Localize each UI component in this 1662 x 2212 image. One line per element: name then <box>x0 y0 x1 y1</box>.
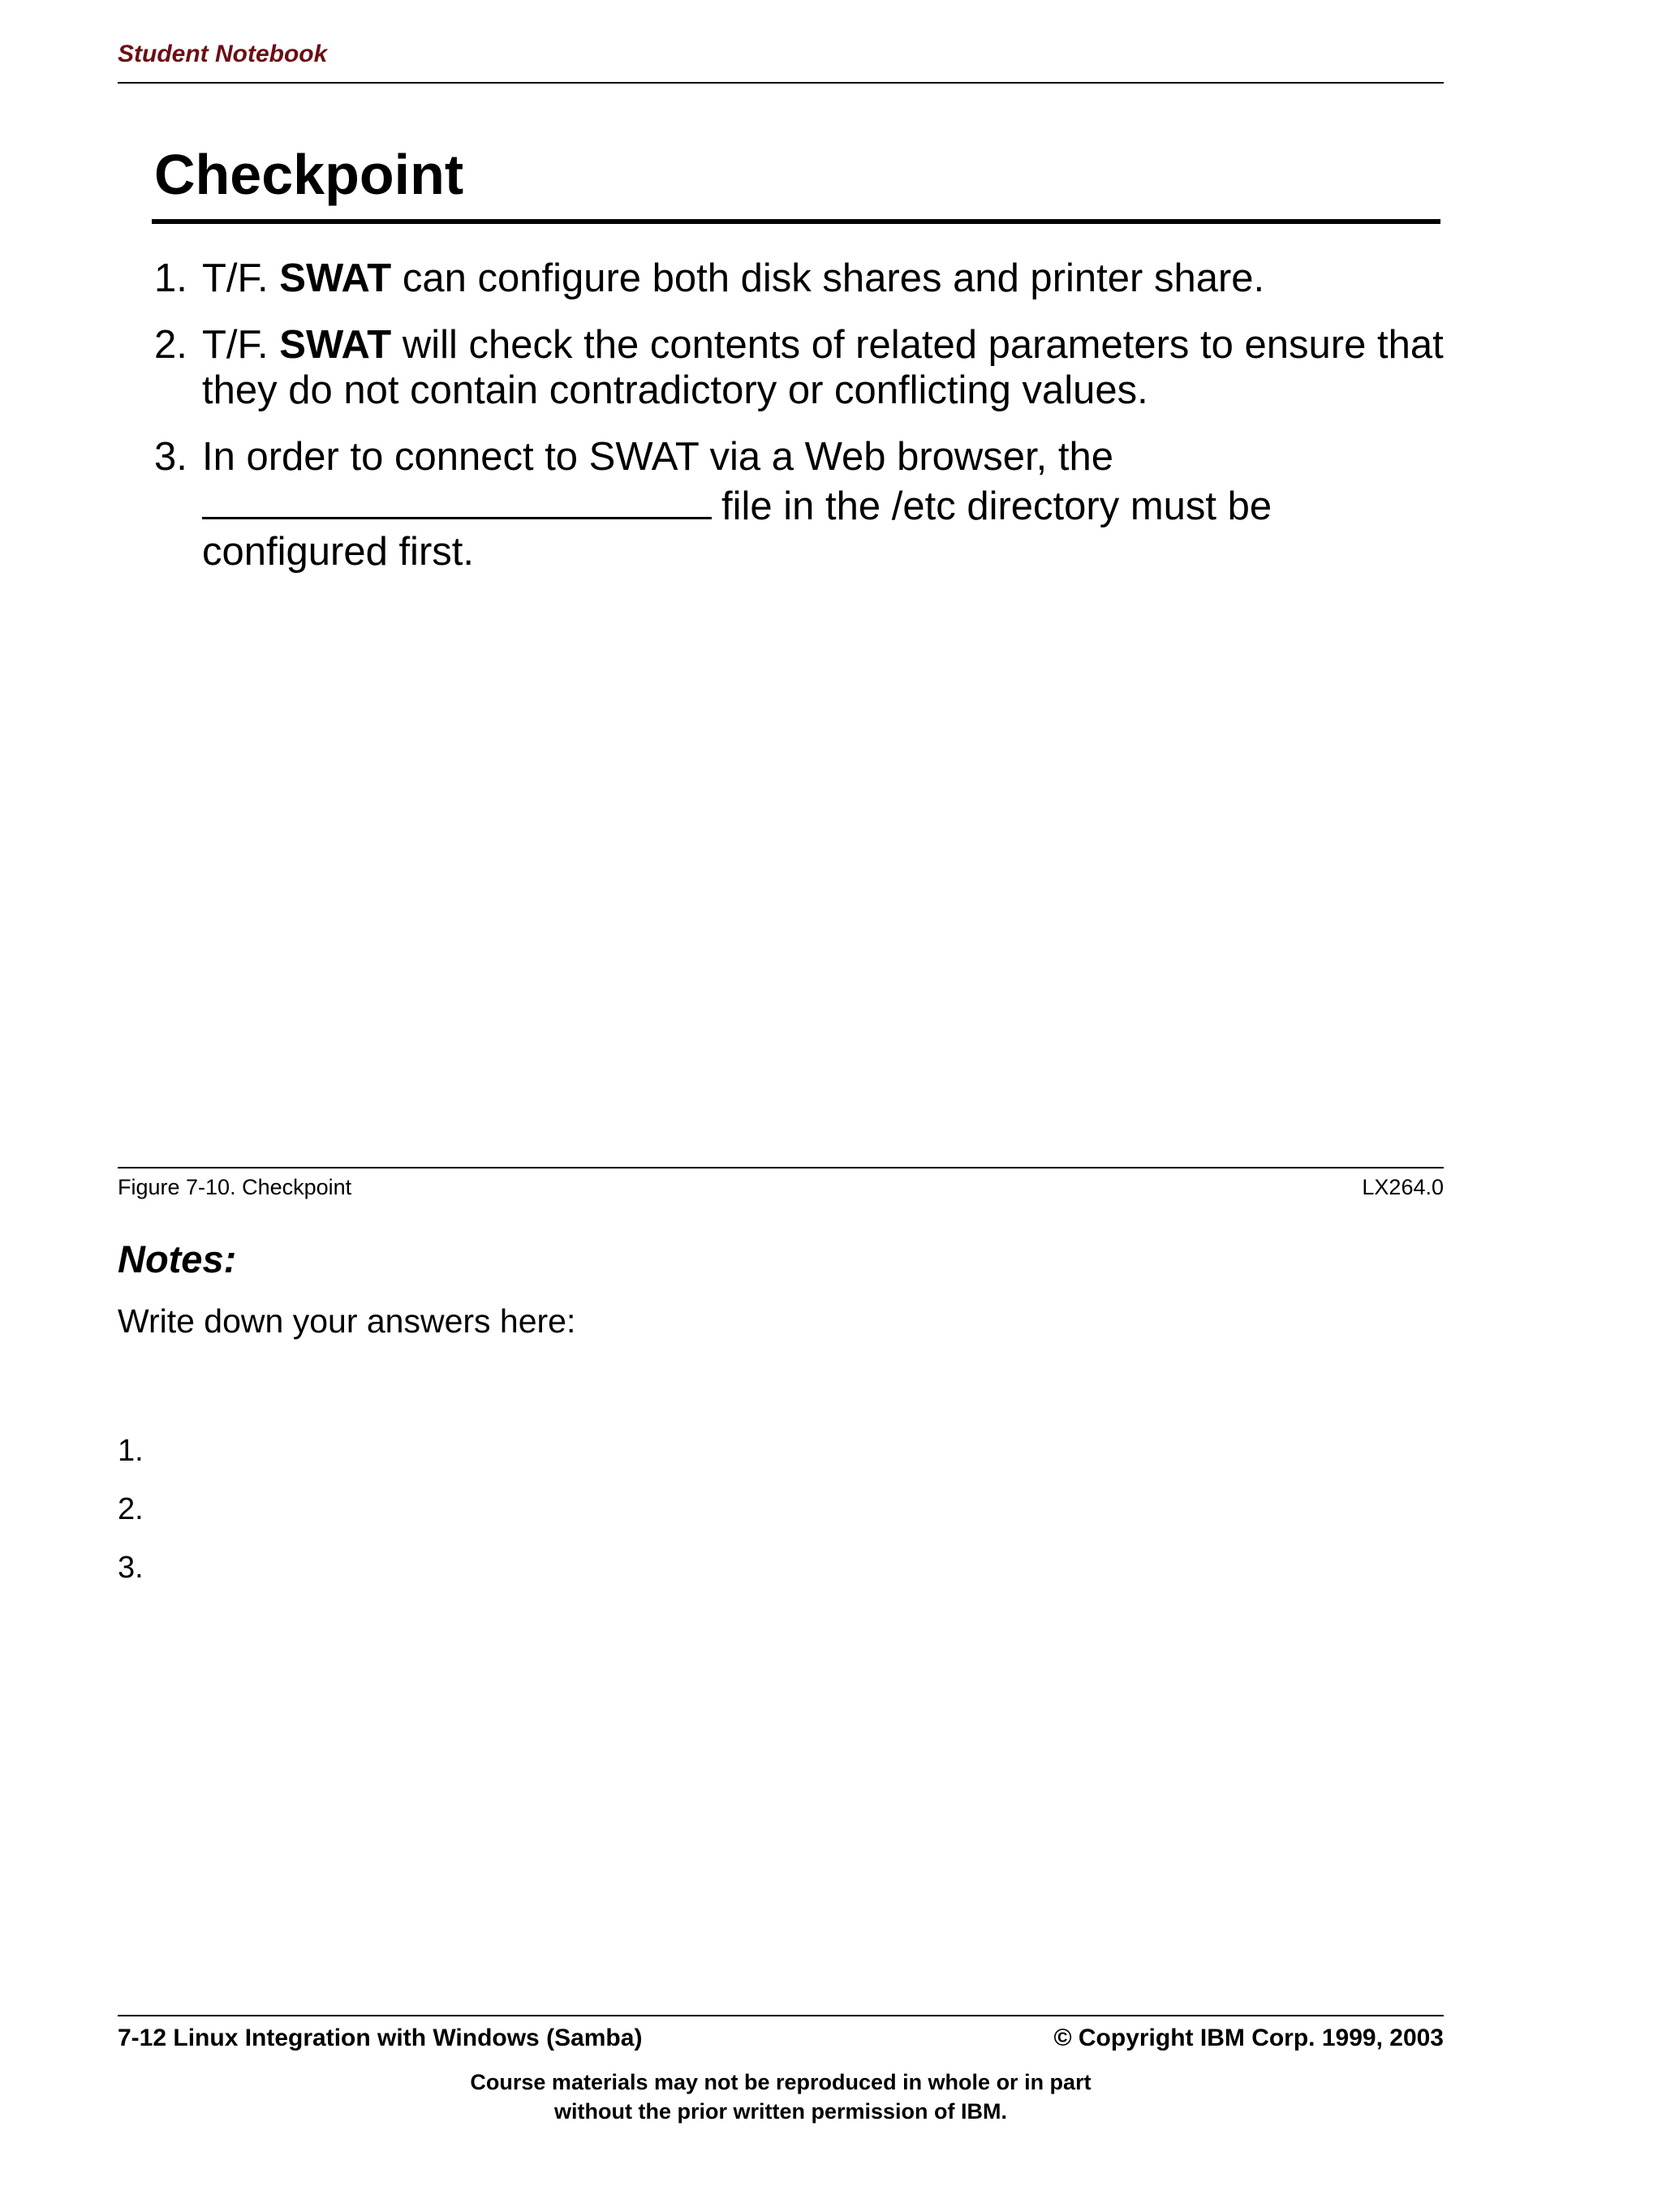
question-list <box>154 256 1453 596</box>
question-item <box>154 256 1453 301</box>
answer-item: 2. <box>118 1492 144 1526</box>
figure-caption: Figure 7-10. Checkpoint <box>118 1175 352 1199</box>
question-item <box>154 322 1453 413</box>
title-underline <box>152 219 1440 224</box>
figure-code: LX264.0 <box>1362 1175 1444 1199</box>
question-text: will check the contents of related parameters to ensure that they do not contain contradictory or conflicting values. <box>202 323 1444 412</box>
question-prefix: T/F. <box>202 323 269 367</box>
question-item <box>154 434 1453 575</box>
question-text: file in the /etc directory must be configured first. <box>202 484 1272 574</box>
question-number: 1. <box>154 256 187 300</box>
question-keyword: SWAT <box>279 323 392 367</box>
figure-divider <box>118 1167 1444 1168</box>
footer-course-title: 7-12 Linux Integration with Windows (Samba) <box>118 2025 643 2051</box>
header-label: Student Notebook <box>118 41 328 67</box>
footer-copyright: © Copyright IBM Corp. 1999, 2003 <box>1053 2025 1444 2051</box>
footer-legal-line: without the prior written permission of IBM. <box>554 2099 1007 2124</box>
question-prefix: T/F. <box>202 256 269 300</box>
page-title: Checkpoint <box>154 143 464 206</box>
question-number: 3. <box>154 435 187 479</box>
notes-instruction: Write down your answers here: <box>118 1302 576 1340</box>
footer-legal-line: Course materials may not be reproduced in whole or in part <box>470 2070 1091 2094</box>
answer-blank <box>202 480 712 519</box>
question-text: In order to connect to SWAT via a Web browser, the <box>202 435 1114 479</box>
footer-legal-notice <box>118 2068 1444 2126</box>
question-number: 2. <box>154 323 187 367</box>
question-text: can configure both disk shares and printer share. <box>402 256 1265 300</box>
answer-list <box>118 1422 144 1597</box>
header-divider <box>118 82 1444 84</box>
answer-item: 1. <box>118 1434 144 1468</box>
footer-divider <box>118 2015 1444 2016</box>
question-keyword: SWAT <box>279 256 392 300</box>
notes-heading: Notes: <box>118 1237 237 1280</box>
answer-item: 3. <box>118 1551 144 1585</box>
